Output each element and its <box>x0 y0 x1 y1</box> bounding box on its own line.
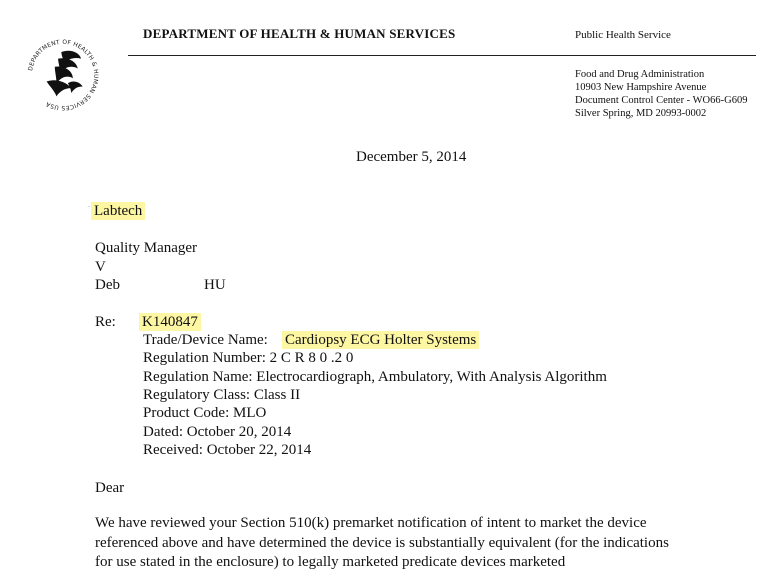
address-line: Silver Spring, MD 20993-0002 <box>575 108 707 119</box>
letter-date: December 5, 2014 <box>356 149 467 165</box>
re-label: Re: <box>95 314 116 330</box>
svg-text:DEPARTMENT OF HEALTH & HUMAN S: DEPARTMENT OF HEALTH & HUMAN SERVICES USA <box>28 39 99 111</box>
salutation: Dear <box>95 480 125 496</box>
paragraph-line: for use stated in the enclosure) to legally marketed predicate devices marketed <box>95 554 566 570</box>
trade-name-label: Trade/Device Name: <box>143 332 268 348</box>
recipient-line: V <box>95 259 106 275</box>
address-line: 10903 New Hampshire Avenue <box>575 82 707 93</box>
header-divider <box>128 55 756 56</box>
department-title: DEPARTMENT OF HEALTH & HUMAN SERVICES <box>143 26 456 41</box>
scan-mark: . <box>88 200 90 209</box>
address-line: Document Control Center - WO66-G609 <box>575 95 748 106</box>
recipient-company: Labtech <box>91 202 145 220</box>
regulation-name: Regulation Name: Electrocardiograph, Ambulatory, With Analysis Algorithm <box>143 369 607 385</box>
recipient-line: HU <box>204 277 226 293</box>
received-line: Received: October 22, 2014 <box>143 442 312 458</box>
recipient-title: Quality Manager <box>95 240 198 256</box>
public-health-service-label: Public Health Service <box>575 29 671 41</box>
recipient-line: Deb <box>95 277 120 293</box>
product-code: Product Code: MLO <box>143 405 267 421</box>
regulatory-class: Regulatory Class: Class II <box>143 387 301 403</box>
address-line: Food and Drug Administration <box>575 69 705 80</box>
dated-line: Dated: October 20, 2014 <box>143 424 292 440</box>
regulation-number: Regulation Number: 2 C R 8 0 .2 0 <box>143 350 354 366</box>
trade-name-value: Cardiopsy ECG Holter Systems <box>282 331 479 349</box>
paragraph-line: referenced above and have determined the device is substantially equivalent (for the indications <box>95 535 669 551</box>
hhs-seal-logo <box>22 34 104 116</box>
paragraph-line: We have reviewed your Section 510(k) premarket notification of intent to market the device <box>95 515 647 531</box>
k-number: K140847 <box>139 313 201 331</box>
